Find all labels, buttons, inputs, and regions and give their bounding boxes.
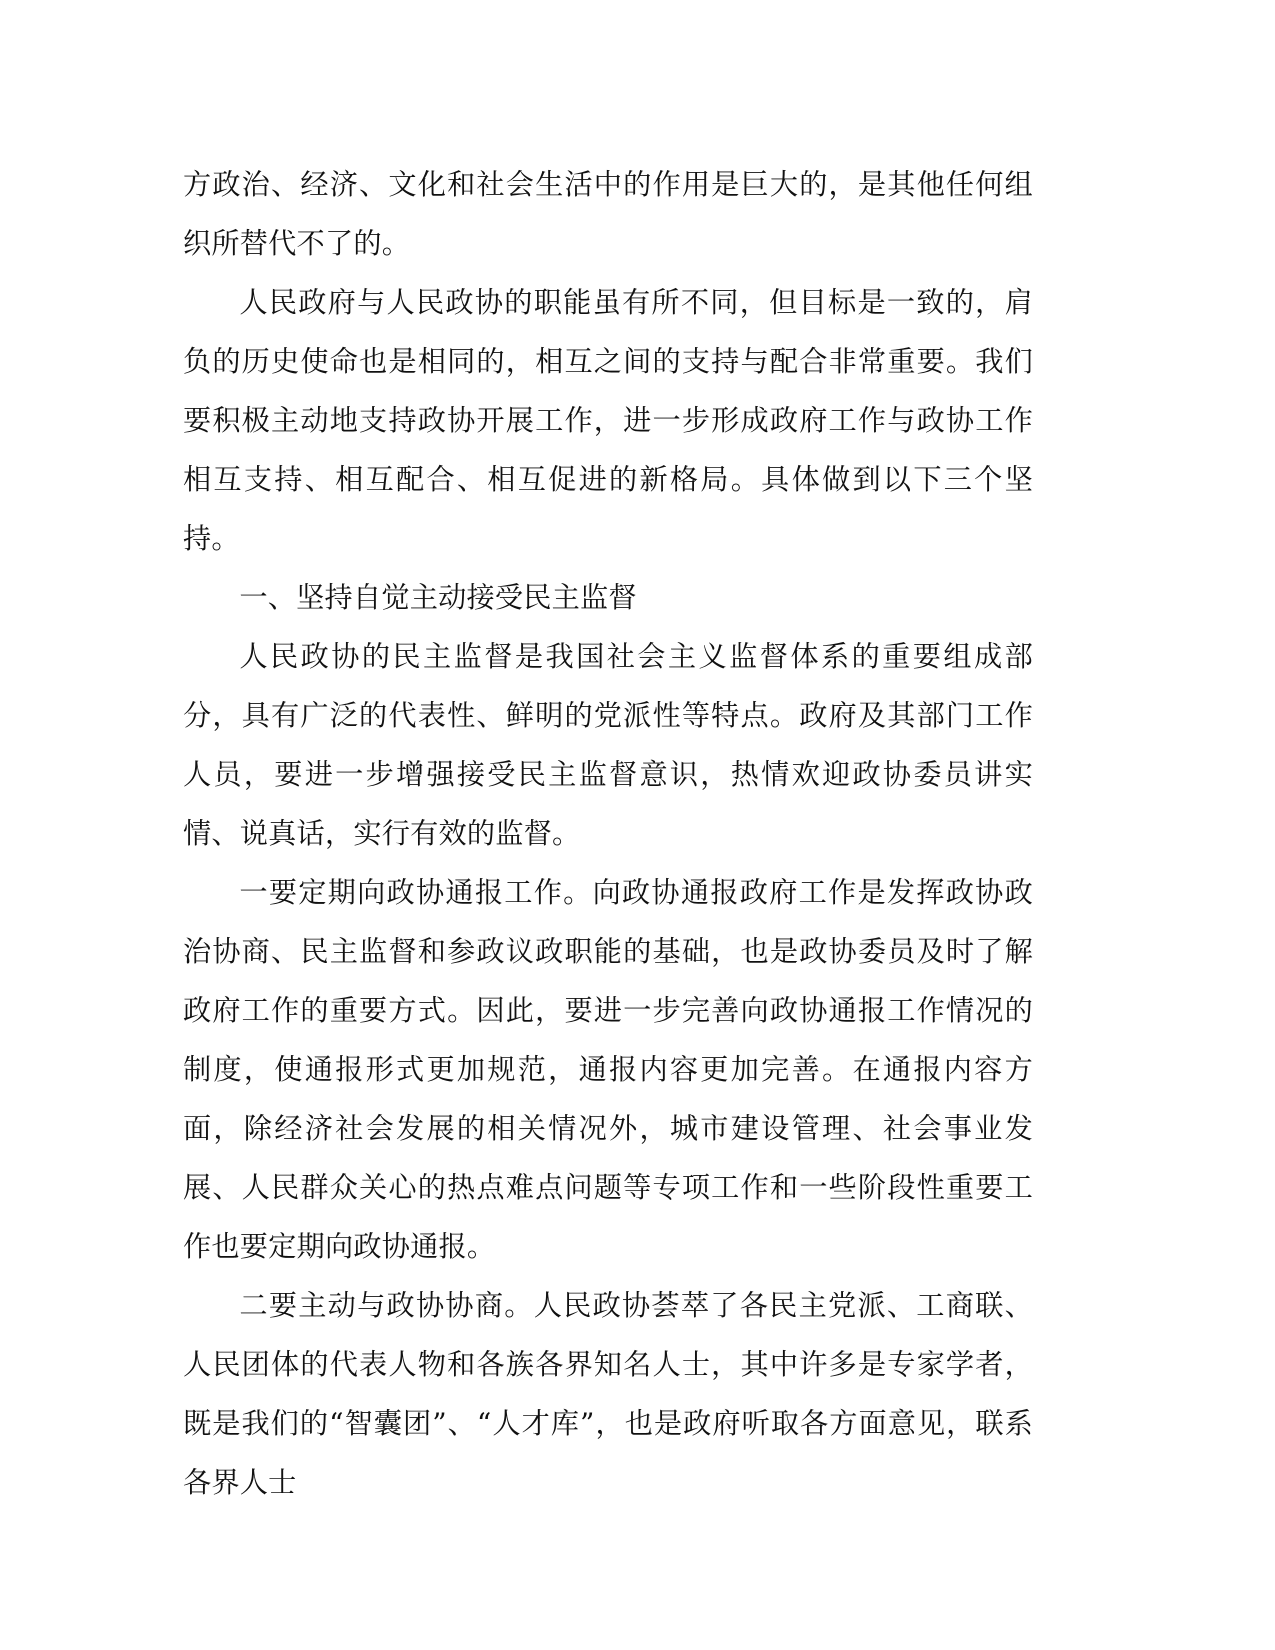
paragraph: 二要主动与政协协商。人民政协荟萃了各民主党派、工商联、人民团体的代表人物和各族各界知名人士，其中许多是专家学者，既是我们的“智囊团”、“人才库”，也是政府听取各方面意见，联系各界人士	[183, 1289, 1033, 1499]
document-body	[183, 155, 1033, 1512]
paragraph: 人民政协的民主监督是我国社会主义监督体系的重要组成部分，具有广泛的代表性、鲜明的党派性等特点。政府及其部门工作人员，要进一步增强接受民主监督意识，热情欢迎政协委员讲实情、说真话，实行有效的监督。	[183, 640, 1033, 850]
section-heading: 一、坚持自觉主动接受民主监督	[239, 581, 637, 614]
paragraph: 一要定期向政协通报工作。向政协通报政府工作是发挥政协政治协商、民主监督和参政议政职能的基础，也是政协委员及时了解政府工作的重要方式。因此，要进一步完善向政协通报工作情况的制度，使通报形式更加规范，通报内容更加完善。在通报内容方面，除经济社会发展的相关情况外，城市建设管理、社会事业发展、人民群众关心的热点难点问题等专项工作和一些阶段性重要工作也要定期向政协通报。	[183, 876, 1033, 1263]
paragraph-continuation: 方政治、经济、文化和社会生活中的作用是巨大的，是其他任何组织所替代不了的。	[183, 168, 1033, 260]
paragraph: 人民政府与人民政协的职能虽有所不同，但目标是一致的，肩负的历史使命也是相同的，相互之间的支持与配合非常重要。我们要积极主动地支持政协开展工作，进一步形成政府工作与政协工作相互支持、相互配合、相互促进的新格局。具体做到以下三个坚持。	[183, 286, 1033, 555]
